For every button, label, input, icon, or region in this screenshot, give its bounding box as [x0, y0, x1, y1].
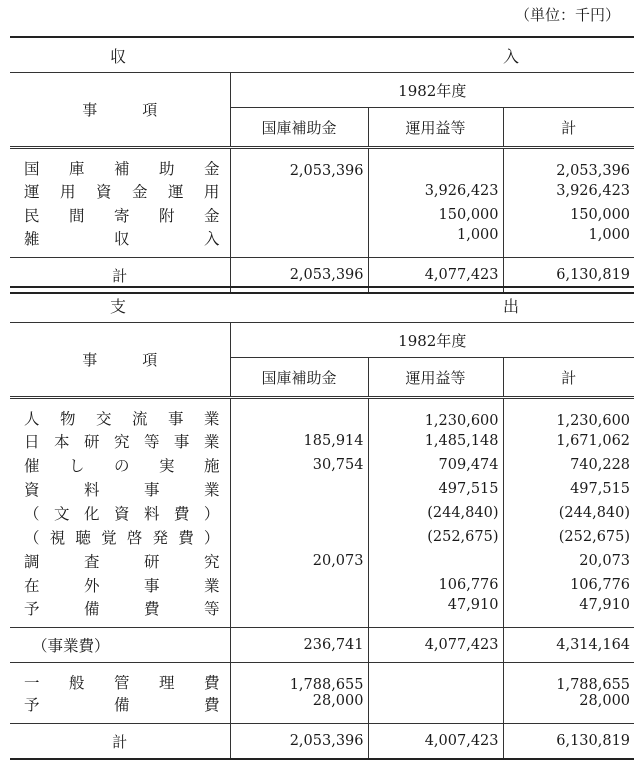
- expense-row-grant: 185,914: [230, 429, 368, 453]
- income-row-grant: [230, 227, 368, 258]
- expense-row-total: (244,840): [503, 501, 634, 525]
- expense-row-total: 106,776: [503, 573, 634, 597]
- expense-row: [10, 525, 634, 549]
- expense-row-label: 人 物 交 流 事 業: [24, 410, 220, 428]
- expense-row-other: 709,474: [368, 453, 503, 477]
- income-row: [10, 179, 634, 203]
- expense-row-total: 497,515: [503, 477, 634, 501]
- expense-row-other: 1,230,600: [368, 398, 503, 430]
- expense-row-label: 日 本 研 究 等 事 業: [24, 433, 220, 451]
- admin-row: [10, 663, 634, 694]
- expense-row-label: 調 査 研 究: [24, 553, 220, 571]
- expense-row: [10, 429, 634, 453]
- income-total-other: 4,077,423: [368, 258, 503, 294]
- income-row-label: 国 庫 補 助 金: [24, 160, 220, 178]
- expense-col-grant: 国庫補助金: [230, 358, 368, 398]
- income-row-label: 雑 収 入: [24, 230, 220, 248]
- income-total-grant: 2,053,396: [230, 258, 368, 294]
- admin-row-label: 予 備 費: [24, 696, 220, 714]
- admin-row: [10, 693, 634, 724]
- expense-row: [10, 453, 634, 477]
- unit-note: （単位：千円）: [514, 6, 620, 24]
- expense-subtotal-label: （事業費）: [32, 637, 110, 655]
- expense-header-right: 出: [503, 296, 520, 316]
- expense-row-label: 予 備 費 等: [24, 600, 220, 618]
- income-row-grant: [230, 179, 368, 203]
- expense-row-other: 47,910: [368, 597, 503, 628]
- expense-table: [10, 286, 634, 760]
- income-header-right: 入: [503, 46, 520, 66]
- expense-row-other: [368, 549, 503, 573]
- income-row: [10, 148, 634, 180]
- expense-col-other: 運用益等: [368, 358, 503, 398]
- income-row-total: 1,000: [503, 227, 634, 258]
- expense-row: [10, 573, 634, 597]
- income-row-grant: 2,053,396: [230, 148, 368, 180]
- expense-total-grant: 2,053,396: [230, 724, 368, 760]
- income-total-label: 計: [10, 258, 230, 294]
- income-col-total: 計: [503, 108, 634, 148]
- expense-row-label: （ 文 化 資 料 費 ）: [24, 505, 220, 523]
- expense-row-grant: [230, 398, 368, 430]
- income-col-grant: 国庫補助金: [230, 108, 368, 148]
- expense-row-other: 497,515: [368, 477, 503, 501]
- income-row-other: 3,926,423: [368, 179, 503, 203]
- income-row-total: 2,053,396: [503, 148, 634, 180]
- income-row-other: 150,000: [368, 203, 503, 227]
- admin-row-grant: 28,000: [230, 693, 368, 724]
- expense-subtotal-total: 4,314,164: [503, 628, 634, 663]
- income-item-header: 事 項: [82, 101, 158, 119]
- admin-row-total: 28,000: [503, 693, 634, 724]
- expense-total-other: 4,007,423: [368, 724, 503, 760]
- expense-item-header: 事 項: [82, 351, 158, 369]
- expense-row-label: 資 料 事 業: [24, 481, 220, 499]
- expense-header-left: 支: [110, 296, 127, 316]
- income-row-label: 民 間 寄 附 金: [24, 207, 220, 225]
- expense-row-grant: 30,754: [230, 453, 368, 477]
- expense-row-total: (252,675): [503, 525, 634, 549]
- income-row-other: 1,000: [368, 227, 503, 258]
- expense-total-total: 6,130,819: [503, 724, 634, 760]
- expense-subtotal-grant: 236,741: [230, 628, 368, 663]
- expense-row: [10, 597, 634, 628]
- income-table: [10, 36, 634, 294]
- expense-subtotal-other: 4,077,423: [368, 628, 503, 663]
- expense-row-other: 106,776: [368, 573, 503, 597]
- expense-row-grant: [230, 525, 368, 549]
- expense-row: [10, 477, 634, 501]
- expense-row-label: （ 視 聴 覚 啓 発 費 ）: [24, 529, 220, 547]
- income-row: [10, 203, 634, 227]
- expense-row-other: (252,675): [368, 525, 503, 549]
- expense-row-grant: [230, 597, 368, 628]
- admin-row-other: [368, 693, 503, 724]
- expense-row-grant: [230, 501, 368, 525]
- expense-row-other: (244,840): [368, 501, 503, 525]
- expense-row: [10, 501, 634, 525]
- expense-row-total: 20,073: [503, 549, 634, 573]
- income-row: [10, 227, 634, 258]
- income-year-label: 1982年度: [398, 81, 467, 100]
- income-col-other: 運用益等: [368, 108, 503, 148]
- expense-row-total: 1,671,062: [503, 429, 634, 453]
- admin-row-grant: 1,788,655: [230, 663, 368, 694]
- expense-row: [10, 549, 634, 573]
- admin-row-other: [368, 663, 503, 694]
- expense-row-label: 催 し の 実 施: [24, 457, 220, 475]
- expense-row-total: 1,230,600: [503, 398, 634, 430]
- income-row-total: 150,000: [503, 203, 634, 227]
- admin-row-label: 一 般 管 理 費: [24, 674, 220, 692]
- expense-year-label: 1982年度: [398, 331, 467, 350]
- expense-row-label: 在 外 事 業: [24, 577, 220, 595]
- expense-row-total: 740,228: [503, 453, 634, 477]
- expense-row-grant: [230, 573, 368, 597]
- expense-row-other: 1,485,148: [368, 429, 503, 453]
- income-row-other: [368, 148, 503, 180]
- expense-row-total: 47,910: [503, 597, 634, 628]
- expense-row: [10, 398, 634, 430]
- admin-row-total: 1,788,655: [503, 663, 634, 694]
- income-total-total: 6,130,819: [503, 258, 634, 294]
- expense-row-grant: 20,073: [230, 549, 368, 573]
- income-row-total: 3,926,423: [503, 179, 634, 203]
- income-header-left: 収: [110, 46, 127, 66]
- expense-row-grant: [230, 477, 368, 501]
- income-row-grant: [230, 203, 368, 227]
- expense-total-label: 計: [10, 724, 230, 760]
- income-row-label: 運 用 資 金 運 用: [24, 183, 220, 201]
- expense-col-total: 計: [503, 358, 634, 398]
